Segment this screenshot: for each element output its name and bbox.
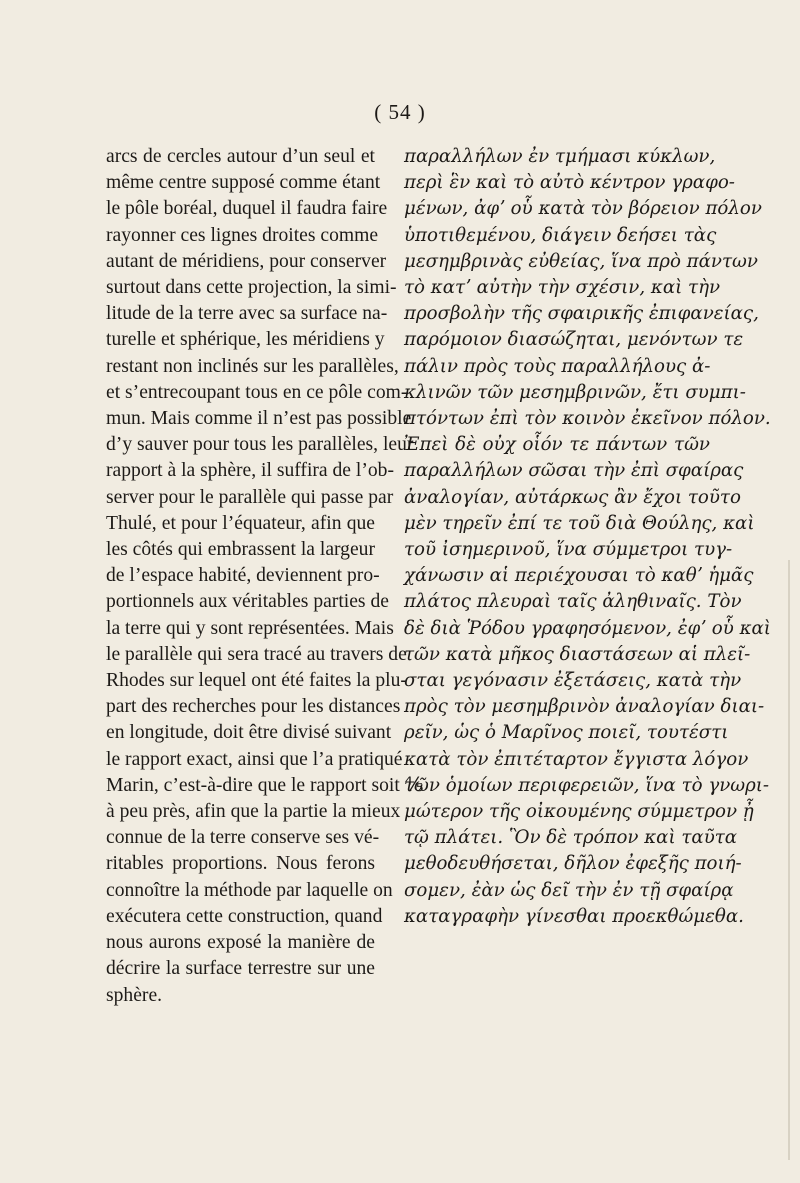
french-text-line: le rapport exact, ainsi que l’a pratiqué bbox=[106, 748, 403, 770]
greek-text-line: σται γεγόνασιν ἐξετάσεις, κατὰ τὴν bbox=[404, 670, 742, 692]
french-text-line: mun. Mais comme il n’est pas possible bbox=[106, 408, 412, 430]
greek-text-line: ὑποτιθεμένου, διάγειν δεήσει τὰς bbox=[404, 224, 717, 246]
french-text-line: le pôle boréal, duquel il faudra faire bbox=[106, 198, 388, 220]
french-text-line: connue de la terre conserve ses vé- bbox=[106, 827, 380, 849]
greek-text-line: κλινῶν τῶν μεσημβρινῶν, ἔτι συμπι- bbox=[404, 381, 746, 403]
greek-text-line: ἀναλογίαν, αὐτάρκως ἂν ἔχοι τοῦτο bbox=[404, 486, 741, 508]
french-text-line: même centre supposé comme étant bbox=[106, 172, 381, 194]
greek-text-line: τῷ πλάτει. Ὃν δὲ τρόπον καὶ ταῦτα bbox=[404, 827, 738, 849]
greek-text-line: μεθοδευθήσεται, δῆλον ἐφεξῆς ποιή- bbox=[404, 853, 742, 875]
french-text-line: exécutera cette construction, quand bbox=[106, 905, 383, 927]
french-text-line: Rhodes sur lequel ont été faites la plu- bbox=[106, 670, 407, 692]
greek-text-line: προσβολὴν τῆς σφαιρικῆς ἐπιφανείας, bbox=[404, 303, 759, 325]
french-text-line: décrire la surface terrestre sur une bbox=[106, 958, 375, 980]
french-text-line: Marin, c’est-à-dire que le rapport soit ⅘ bbox=[106, 774, 424, 796]
greek-original-column bbox=[404, 144, 771, 930]
french-text-line: autant de méridiens, pour conserver bbox=[106, 250, 387, 272]
greek-text-line: μὲν τηρεῖν ἐπί τε τοῦ διὰ Θούλης, καὶ bbox=[404, 512, 755, 534]
french-text-line: d’y sauver pour tous les parallèles, leur bbox=[106, 434, 414, 456]
french-text-line: part des recherches pour les distances bbox=[106, 696, 401, 718]
greek-text-line: μένων, ἀφʼ οὗ κατὰ τὸν βόρειον πόλον bbox=[404, 198, 762, 220]
french-text-line: les côtés qui embrassent la largeur bbox=[106, 539, 375, 561]
french-text-line: et s’entrecoupant tous en ce pôle com- bbox=[106, 381, 408, 403]
french-text-line: connoître la méthode par laquelle on bbox=[106, 879, 393, 901]
french-text-line: de l’espace habité, deviennent pro- bbox=[106, 565, 380, 587]
greek-text-line: χάνωσιν αἱ περιέχουσαι τὸ καθʼ ἡμᾶς bbox=[404, 565, 754, 587]
greek-text-line: ρεῖν, ὡς ὁ Μαρῖνος ποιεῖ, τουτέστι bbox=[404, 722, 729, 744]
french-text-line: rapport à la sphère, il suffira de l’ob- bbox=[106, 460, 394, 482]
greek-text-line: παραλλήλων ἐν τμήμασι κύκλων, bbox=[404, 146, 716, 167]
french-text-line: le parallèle qui sera tracé au travers de bbox=[106, 643, 407, 665]
greek-text-line: πάλιν πρὸς τοὺς παραλλήλους ἀ- bbox=[404, 355, 711, 377]
french-text-line: ritables proportions. Nous ferons bbox=[106, 853, 375, 875]
greek-text-line: τὸ κατʼ αὐτὴν τὴν σχέσιν, καὶ τὴν bbox=[404, 277, 721, 299]
french-text-line: nous aurons exposé la manière de bbox=[106, 932, 375, 954]
french-text-line: litude de la terre avec sa surface na- bbox=[106, 303, 388, 325]
greek-text-line: τῶν κατὰ μῆκος διαστάσεων αἱ πλεῖ- bbox=[404, 643, 751, 665]
greek-text-line: πτόντων ἐπὶ τὸν κοινὸν ἐκεῖνον πόλον. bbox=[404, 408, 771, 430]
greek-text-line: πρὸς τὸν μεσημβρινὸν ἀναλογίαν διαι- bbox=[404, 696, 765, 718]
french-text-line: à peu près, afin que la partie la mieux bbox=[106, 801, 401, 823]
greek-text-line: καταγραφὴν γίνεσθαι προεκθώμεθα. bbox=[404, 905, 744, 927]
greek-text-line: πλάτος πλευραὶ ταῖς ἀληθιναῖς. Τὸν bbox=[404, 591, 742, 613]
french-text-line: surtout dans cette projection, la simi- bbox=[106, 277, 397, 299]
greek-text-line: τῶν ὁμοίων περιφερειῶν, ἵνα τὸ γνωρι- bbox=[404, 774, 770, 796]
greek-text-line: τοῦ ἰσημερινοῦ, ἵνα σύμμετροι τυγ- bbox=[404, 539, 733, 561]
french-text-line: arcs de cercles autour d’un seul et bbox=[106, 146, 375, 167]
french-text-line: portionnels aux véritables parties de bbox=[106, 591, 389, 613]
french-text-line: en longitude, doit être divisé suivant bbox=[106, 722, 392, 744]
greek-text-line: μώτερον τῆς οἰκουμένης σύμμετρον ᾖ bbox=[404, 801, 754, 823]
greek-text-line: παραλλήλων σῶσαι τὴν ἐπὶ σφαίρας bbox=[404, 460, 744, 482]
greek-text-line: σομεν, ἐὰν ὡς δεῖ τὴν ἐν τῇ σφαίρᾳ bbox=[404, 879, 734, 901]
greek-text-line: κατὰ τὸν ἐπιτέταρτον ἔγγιστα λόγον bbox=[404, 748, 749, 770]
greek-text-line: περὶ ἓν καὶ τὸ αὐτὸ κέντρον γραφο- bbox=[404, 172, 735, 194]
greek-text-line: μεσημβρινὰς εὐθείας, ἵνα πρὸ πάντων bbox=[404, 250, 758, 272]
french-text-line: restant non inclinés sur les parallèles, bbox=[106, 355, 399, 377]
page-number: ( 54 ) bbox=[374, 100, 426, 124]
greek-text-line: δὲ διὰ Ῥόδου γραφησόμενον, ἐφʼ οὗ καὶ bbox=[404, 617, 771, 639]
french-translation-column bbox=[106, 144, 424, 1009]
french-text-line: server pour le parallèle qui passe par bbox=[106, 486, 394, 508]
french-text-line: rayonner ces lignes droites comme bbox=[106, 224, 379, 246]
scan-edge-shadow bbox=[788, 560, 790, 1160]
french-text-line: turelle et sphérique, les méridiens y bbox=[106, 329, 385, 351]
french-text-line: la terre qui y sont représentées. Mais bbox=[106, 617, 394, 639]
french-text-line: Thulé, et pour l’équateur, afin que bbox=[106, 512, 375, 534]
greek-text-line: Ἐπεὶ δὲ οὐχ οἷόν τε πάντων τῶν bbox=[404, 434, 710, 456]
french-text-line: sphère. bbox=[106, 984, 163, 1006]
greek-text-line: παρόμοιον διασώζηται, μενόντων τε bbox=[404, 329, 744, 351]
